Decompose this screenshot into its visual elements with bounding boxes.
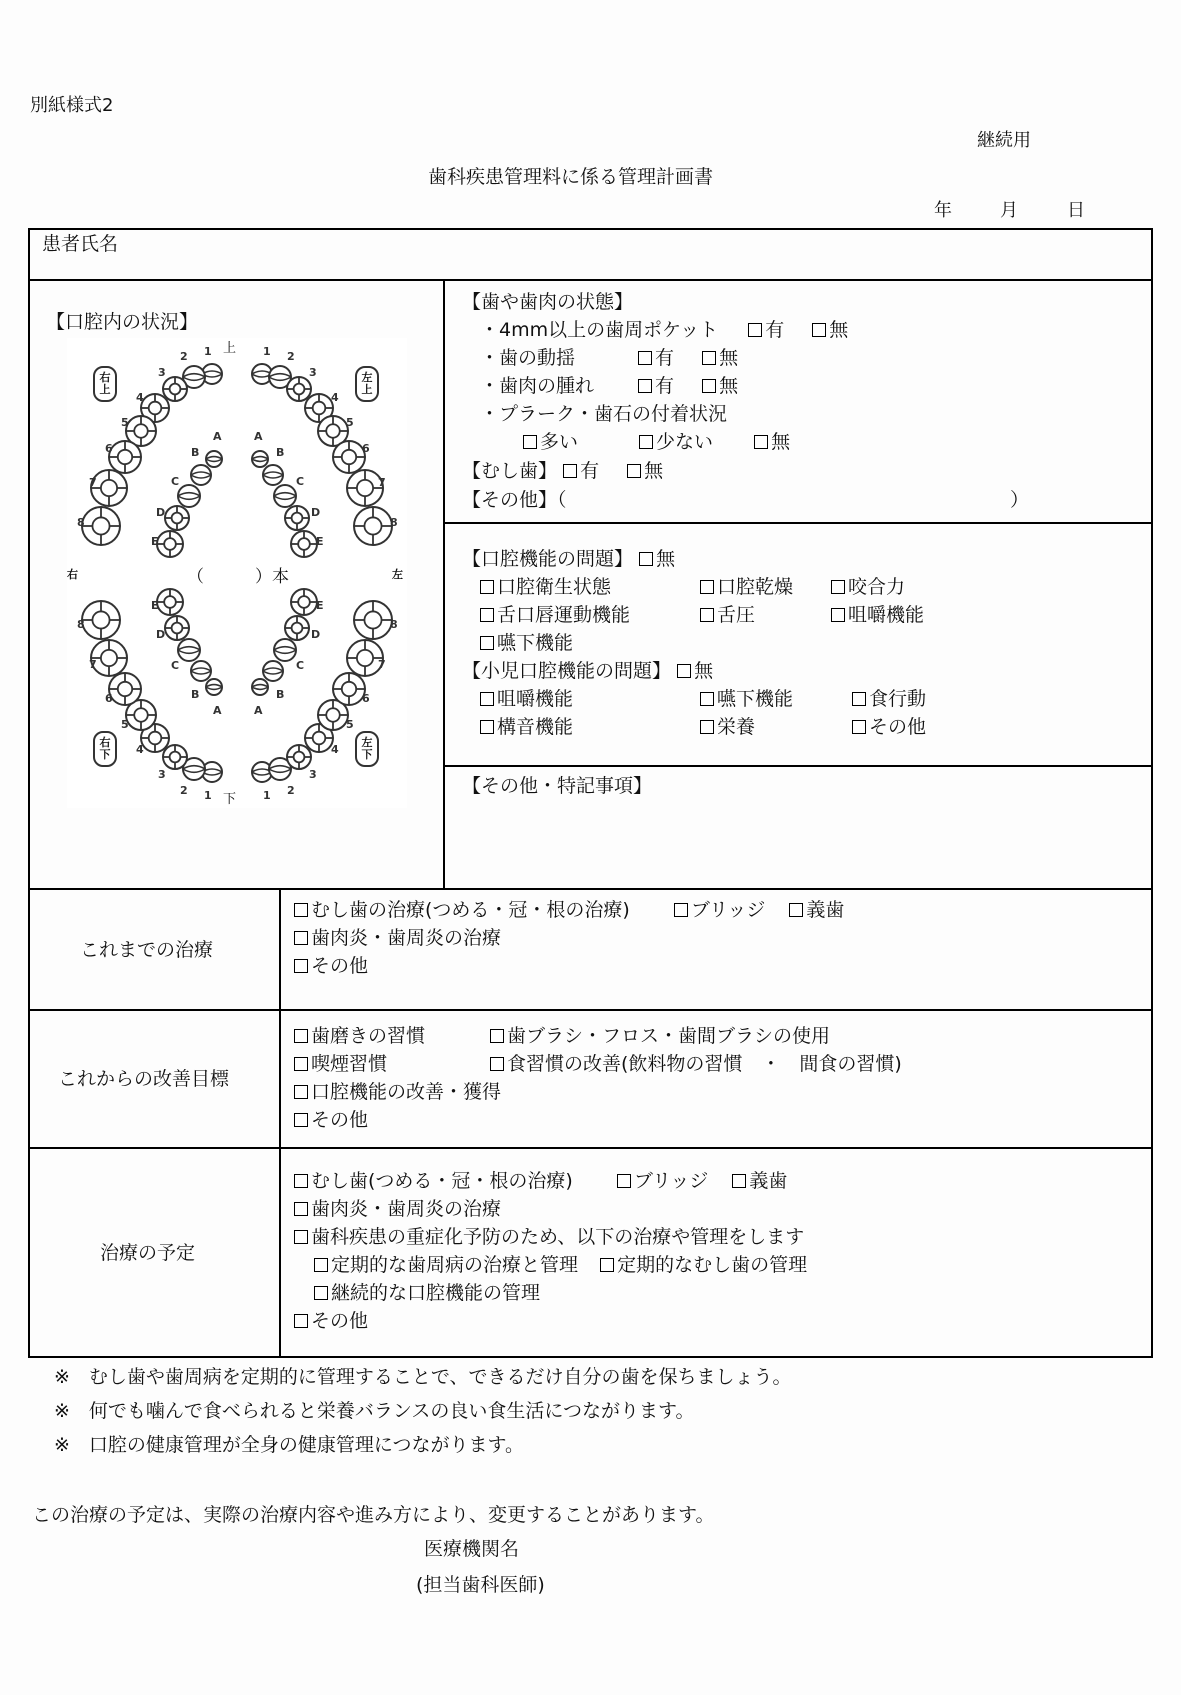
checkbox[interactable] xyxy=(617,1174,631,1188)
usage-label: 継続用 xyxy=(977,130,1031,151)
checkbox[interactable] xyxy=(748,323,762,337)
patient-name-label: 患者氏名 xyxy=(42,233,119,255)
tooth-UR8[interactable] xyxy=(82,507,120,545)
notes-heading: 【その他・特記事項】 xyxy=(462,775,653,797)
checkbox[interactable] xyxy=(480,580,494,594)
checkbox[interactable] xyxy=(490,1029,504,1043)
tooth-number-label: E xyxy=(151,599,159,612)
checkbox[interactable] xyxy=(674,903,688,917)
tooth-number-label: 1 xyxy=(204,345,212,358)
tooth-number-label: 6 xyxy=(105,442,113,455)
tooth-URA[interactable] xyxy=(206,451,222,467)
tooth-LRC[interactable] xyxy=(178,639,200,661)
patient-name-field[interactable] xyxy=(130,232,1140,276)
tongue-pressure-option[interactable]: 舌圧 xyxy=(700,604,831,626)
tooth-number-label: 2 xyxy=(287,784,295,797)
checkbox[interactable] xyxy=(480,720,494,734)
swelling-yes[interactable]: 有 xyxy=(638,375,674,397)
goal-interdental-tools[interactable]: 歯ブラシ・フロス・歯間ブラシの使用 xyxy=(490,1025,830,1047)
checkbox[interactable] xyxy=(638,379,652,393)
tooth-URE[interactable] xyxy=(157,531,183,557)
tooth-number-label: 4 xyxy=(136,743,144,756)
tooth-number-label: 2 xyxy=(180,350,188,363)
past-treatment-label: これまでの治療 xyxy=(80,939,214,961)
caries-label: 【むし歯】 xyxy=(462,460,558,482)
tooth-number-label: 1 xyxy=(204,789,212,802)
tooth-LL8[interactable] xyxy=(354,601,392,639)
tooth-number-label: B xyxy=(276,688,285,701)
checkbox[interactable] xyxy=(480,608,494,622)
plan-other[interactable]: その他 xyxy=(294,1310,368,1332)
tooth-LRB[interactable] xyxy=(191,661,211,681)
swelling-label: ・歯肉の腫れ xyxy=(480,375,595,397)
tooth-ULB[interactable] xyxy=(263,465,283,485)
nutrition-option[interactable]: 栄養 xyxy=(700,716,852,738)
tooth-number-label: 8 xyxy=(390,516,398,529)
tooth-ULC[interactable] xyxy=(274,485,296,507)
tooth-number-label: 6 xyxy=(362,442,370,455)
tooth-LR6[interactable] xyxy=(109,673,141,705)
checkbox[interactable] xyxy=(294,1057,308,1071)
checkbox[interactable] xyxy=(700,580,714,594)
tooth-number-label: 5 xyxy=(121,416,129,429)
tooth-UR3[interactable] xyxy=(163,377,187,401)
swelling-no[interactable]: 無 xyxy=(702,375,738,397)
tooth-number-label: 4 xyxy=(136,391,144,404)
checkbox[interactable] xyxy=(600,1258,614,1272)
mastication-option[interactable]: 咀嚼機能 xyxy=(831,604,924,626)
tooth-URB[interactable] xyxy=(191,465,211,485)
tooth-LR8[interactable] xyxy=(82,601,120,639)
mobility-label: ・歯の動揺 xyxy=(480,347,576,369)
tooth-number-label: 6 xyxy=(362,692,370,705)
dentist-label: (担当歯科医師) xyxy=(416,1574,545,1596)
caries-yes[interactable]: 有 xyxy=(563,460,599,482)
tooth-number-label: E xyxy=(316,599,324,612)
tooth-number-label: A xyxy=(254,430,263,443)
right-side-label: 右 xyxy=(67,568,78,581)
checkbox[interactable] xyxy=(294,1174,308,1188)
other-close: ） xyxy=(1010,489,1030,511)
tooth-number-label: 3 xyxy=(158,768,166,781)
plaque-label: ・プラーク・歯石の付着状況 xyxy=(480,403,728,425)
dental-chart[interactable] xyxy=(67,338,407,808)
tooth-number-label: 2 xyxy=(180,784,188,797)
checkbox[interactable] xyxy=(627,464,641,478)
child-function-row xyxy=(480,716,926,738)
checkbox[interactable] xyxy=(294,959,308,973)
date-year-label[interactable]: 年 xyxy=(934,200,952,221)
treatment-plan-label: 治療の予定 xyxy=(100,1242,196,1264)
page-title: 歯科疾患管理料に係る管理計画書 xyxy=(428,166,714,188)
teeth-gum-heading: 【歯や歯肉の状態】 xyxy=(462,291,634,313)
checkbox[interactable] xyxy=(294,1085,308,1099)
caries-no[interactable]: 無 xyxy=(627,460,663,482)
checkbox[interactable] xyxy=(294,1230,308,1244)
tooth-number-label: 8 xyxy=(77,618,85,631)
oral-hygiene-option[interactable]: 口腔衛生状態 xyxy=(480,576,700,598)
checkbox[interactable] xyxy=(523,435,537,449)
checkbox[interactable] xyxy=(294,1314,308,1328)
checkbox[interactable] xyxy=(563,464,577,478)
tooth-LLB[interactable] xyxy=(263,661,283,681)
checkbox[interactable] xyxy=(294,931,308,945)
tooth-LLE[interactable] xyxy=(291,589,317,615)
tooth-number-label: 3 xyxy=(309,768,317,781)
notes-field[interactable] xyxy=(450,800,1145,884)
institution-label: 医療機関名 xyxy=(424,1538,520,1560)
tooth-number-label: A xyxy=(254,704,263,717)
tongue-lip-motor-option[interactable]: 舌口唇運動機能 xyxy=(480,604,700,626)
checkbox[interactable] xyxy=(490,1057,504,1071)
past-bridge[interactable]: ブリッジ xyxy=(674,899,765,921)
tooth-UL3[interactable] xyxy=(287,377,311,401)
checkbox[interactable] xyxy=(812,323,826,337)
tooth-LRA[interactable] xyxy=(206,679,222,695)
goal-brushing-habit[interactable]: 歯磨きの習慣 xyxy=(294,1025,490,1047)
tooth-number-label: 7 xyxy=(89,476,97,489)
swallowing-option[interactable]: 嚥下機能 xyxy=(480,632,573,654)
tooth-LL3[interactable] xyxy=(287,745,311,769)
checkbox[interactable] xyxy=(294,1029,308,1043)
badge-lower-left: 左下 xyxy=(355,731,379,767)
tooth-number-label: 3 xyxy=(309,366,317,379)
checkbox[interactable] xyxy=(314,1258,328,1272)
checkbox[interactable] xyxy=(480,636,494,650)
dry-mouth-option[interactable]: 口腔乾燥 xyxy=(700,576,831,598)
tooth-number-label: C xyxy=(296,659,305,672)
tooth-LR3[interactable] xyxy=(163,745,187,769)
tooth-number-label: 8 xyxy=(77,516,85,529)
upper-label: 上 xyxy=(223,341,237,356)
badge-upper-left: 左上 xyxy=(355,366,379,402)
checkbox[interactable] xyxy=(831,608,845,622)
goal-other[interactable]: その他 xyxy=(294,1109,368,1131)
checkbox[interactable] xyxy=(314,1286,328,1300)
checkbox[interactable] xyxy=(294,903,308,917)
tooth-number-label: D xyxy=(156,506,166,519)
tooth-number-label: A xyxy=(213,430,222,443)
checkbox[interactable] xyxy=(700,692,714,706)
tooth-number-label: D xyxy=(311,628,321,641)
oral-status-heading: 【口腔内の状況】 xyxy=(46,311,199,333)
bite-force-option[interactable]: 咬合力 xyxy=(831,576,905,598)
plan-severity-prevention[interactable]: 歯科疾患の重症化予防のため、以下の治療や管理をします xyxy=(294,1226,804,1248)
tooth-number-label: 5 xyxy=(346,416,354,429)
checkbox[interactable] xyxy=(852,720,866,734)
checkbox[interactable] xyxy=(754,435,768,449)
oral-function-row xyxy=(480,604,924,626)
tooth-number-label: 4 xyxy=(331,743,339,756)
tooth-number-label: 1 xyxy=(263,789,271,802)
left-side-label: 左 xyxy=(392,568,403,581)
tooth-number-label: D xyxy=(311,506,321,519)
checkbox[interactable] xyxy=(700,720,714,734)
plaque-few[interactable]: 少ない xyxy=(639,431,748,453)
other-field[interactable] xyxy=(580,488,1005,512)
tooth-URD[interactable] xyxy=(165,506,189,530)
tooth-URC[interactable] xyxy=(178,485,200,507)
perio-pocket-label: ・4mm以上の歯周ポケット xyxy=(480,319,719,341)
tooth-number-label: C xyxy=(171,659,180,672)
goal-smoking-habit[interactable]: 喫煙習慣 xyxy=(294,1053,490,1075)
disclaimer: この治療の予定は、実際の治療内容や進み方により、変更することがあります。 xyxy=(32,1504,715,1526)
tooth-number-label: 5 xyxy=(121,718,129,731)
checkbox[interactable] xyxy=(638,351,652,365)
plan-periodic-caries-care[interactable]: 定期的なむし歯の管理 xyxy=(600,1254,807,1276)
oral-function-none[interactable]: 無 xyxy=(639,548,675,570)
checkbox[interactable] xyxy=(732,1174,746,1188)
date-month-label[interactable]: 月 xyxy=(1000,200,1018,221)
footnote: ※ むし歯や歯周病を定期的に管理することで、できるだけ自分の歯を保ちましょう。 xyxy=(54,1366,792,1388)
tooth-number-label: B xyxy=(191,688,200,701)
oral-function-heading: 【口腔機能の問題】 xyxy=(462,548,634,570)
date-day-label[interactable]: 日 xyxy=(1067,200,1085,221)
tooth-number-label: E xyxy=(151,535,159,548)
past-periodontal-treatment[interactable]: 歯肉炎・歯周炎の治療 xyxy=(294,927,501,949)
checkbox[interactable] xyxy=(480,692,494,706)
checkbox[interactable] xyxy=(294,1113,308,1127)
checkbox[interactable] xyxy=(702,379,716,393)
child-oral-function-heading: 【小児口腔機能の問題】 xyxy=(462,660,672,682)
oral-function-row xyxy=(480,576,905,598)
child-mastication-option[interactable]: 咀嚼機能 xyxy=(480,688,700,710)
tooth-number-label: B xyxy=(191,446,200,459)
child-function-row xyxy=(480,688,926,710)
form-number: 別紙様式2 xyxy=(30,95,114,116)
tooth-ULD[interactable] xyxy=(285,506,309,530)
perio-pocket-no[interactable]: 無 xyxy=(812,319,848,341)
tooth-number-label: 4 xyxy=(331,391,339,404)
tooth-UR6[interactable] xyxy=(109,441,141,473)
tooth-number-label: D xyxy=(156,628,166,641)
lower-label: 下 xyxy=(223,792,237,807)
tooth-ULE[interactable] xyxy=(291,531,317,557)
tooth-number-label: 2 xyxy=(287,350,295,363)
tooth-number-label: 5 xyxy=(346,718,354,731)
child-other-option[interactable]: その他 xyxy=(852,716,926,738)
checkbox[interactable] xyxy=(852,692,866,706)
past-caries-treatment[interactable]: むし歯の治療(つめる・冠・根の治療) xyxy=(294,899,630,921)
footnote: ※ 何でも噛んで食べられると栄養バランスの良い食生活につながります。 xyxy=(54,1400,695,1422)
plan-periodontal-treatment[interactable]: 歯肉炎・歯周炎の治療 xyxy=(294,1198,501,1220)
improvement-goals-label: これからの改善目標 xyxy=(58,1068,230,1090)
plan-caries-treatment[interactable]: むし歯(つめる・冠・根の治療) xyxy=(294,1170,573,1192)
tooth-UL8[interactable] xyxy=(354,507,392,545)
tooth-LRD[interactable] xyxy=(165,616,189,640)
plaque-none[interactable]: 無 xyxy=(754,431,790,453)
tooth-LRE[interactable] xyxy=(157,589,183,615)
footnote: ※ 口腔の健康管理が全身の健康管理につながります。 xyxy=(54,1434,525,1456)
tooth-number-label: 7 xyxy=(89,658,97,671)
child-swallowing-option[interactable]: 嚥下機能 xyxy=(700,688,852,710)
checkbox[interactable] xyxy=(831,580,845,594)
badge-upper-right: 右上 xyxy=(93,366,117,402)
tooth-UL6[interactable] xyxy=(333,441,365,473)
mobility-no[interactable]: 無 xyxy=(702,347,738,369)
articulation-option[interactable]: 構音機能 xyxy=(480,716,700,738)
tooth-LLA[interactable] xyxy=(252,679,268,695)
child-oral-function-none[interactable]: 無 xyxy=(677,660,713,682)
tooth-LLD[interactable] xyxy=(285,616,309,640)
checkbox[interactable] xyxy=(294,1202,308,1216)
tooth-number-label: 7 xyxy=(378,476,386,489)
mobility-yes[interactable]: 有 xyxy=(638,347,674,369)
goal-diet-habit[interactable]: 食習慣の改善(飲料物の習慣 ・ 間食の習慣) xyxy=(490,1053,902,1075)
plan-denture[interactable]: 義歯 xyxy=(732,1170,787,1192)
checkbox[interactable] xyxy=(789,903,803,917)
tooth-number-label: C xyxy=(171,475,180,488)
past-other[interactable]: その他 xyxy=(294,955,368,977)
badge-lower-right: 右下 xyxy=(93,731,117,767)
goal-oral-function[interactable]: 口腔機能の改善・獲得 xyxy=(294,1081,501,1103)
oral-function-row xyxy=(480,632,573,654)
tooth-number-label: E xyxy=(316,535,324,548)
plan-bridge[interactable]: ブリッジ xyxy=(617,1170,708,1192)
perio-pocket-yes[interactable]: 有 xyxy=(748,319,784,341)
checkbox[interactable] xyxy=(639,552,653,566)
plaque-many[interactable]: 多い xyxy=(523,431,633,453)
tooth-number-label: A xyxy=(213,704,222,717)
checkbox[interactable] xyxy=(677,664,691,678)
tooth-count[interactable]: （ ）本 xyxy=(187,567,289,587)
tooth-number-label: 8 xyxy=(390,618,398,631)
tooth-number-label: 6 xyxy=(105,692,113,705)
past-denture[interactable]: 義歯 xyxy=(789,899,844,921)
tooth-number-label: 7 xyxy=(378,658,386,671)
plan-periodic-perio-care[interactable]: 定期的な歯周病の治療と管理 xyxy=(314,1254,578,1276)
checkbox[interactable] xyxy=(702,351,716,365)
tooth-number-label: B xyxy=(276,446,285,459)
tooth-ULA[interactable] xyxy=(252,451,268,467)
plan-oral-function-care[interactable]: 継続的な口腔機能の管理 xyxy=(314,1282,540,1304)
checkbox[interactable] xyxy=(639,435,653,449)
tooth-LLC[interactable] xyxy=(274,639,296,661)
tooth-number-label: C xyxy=(296,475,305,488)
checkbox[interactable] xyxy=(700,608,714,622)
tooth-number-label: 3 xyxy=(158,366,166,379)
eating-behavior-option[interactable]: 食行動 xyxy=(852,688,926,710)
tooth-number-label: 1 xyxy=(263,345,271,358)
other-label: 【その他】（ xyxy=(462,489,567,511)
tooth-LL6[interactable] xyxy=(333,673,365,705)
